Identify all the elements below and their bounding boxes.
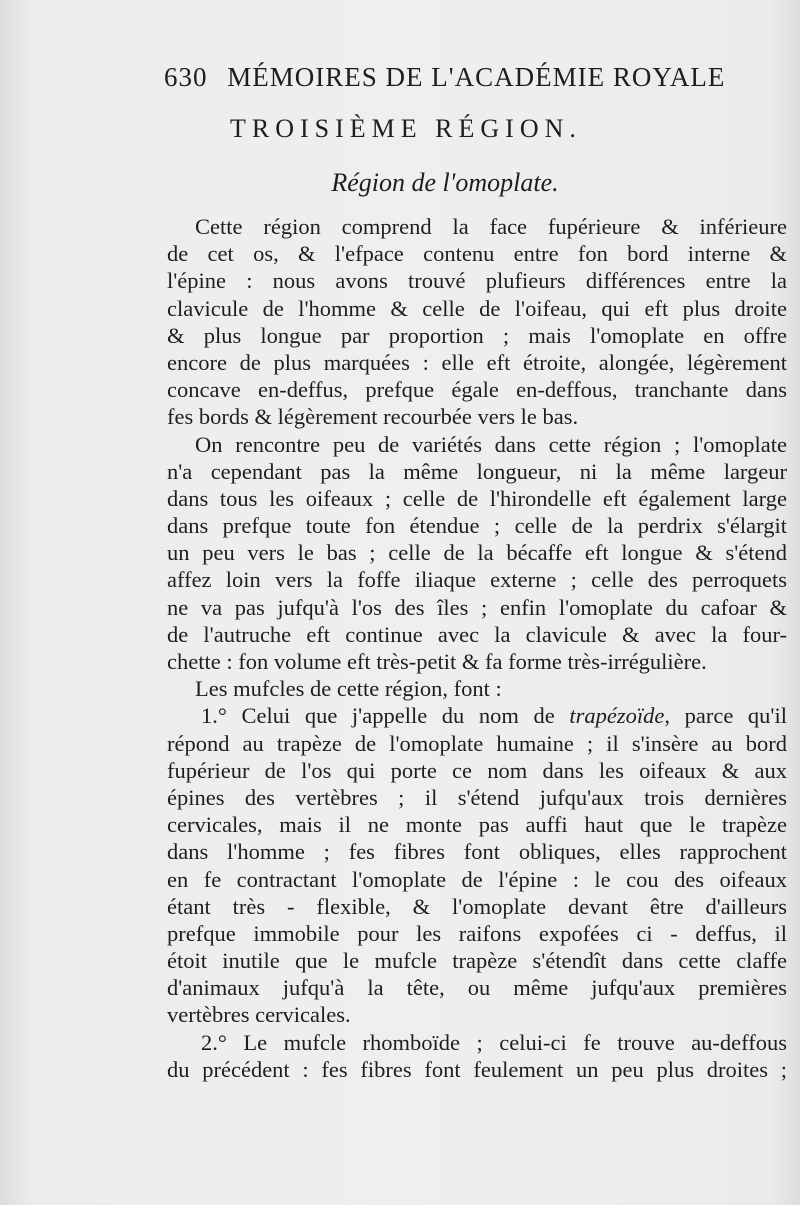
running-head <box>164 62 784 93</box>
text-line: un peu vers le bas ; celle de la bécaffe eft longue & s'étend <box>167 540 787 566</box>
text-line: du précédent : fes fibres font feulement un peu plus droites ; <box>167 1056 787 1082</box>
text-line: Les mufcles de cette région, font : <box>195 676 502 702</box>
page-number: 630 <box>164 62 208 92</box>
text-line: encore de plus marquées : elle eft étroite, alongée, légèrement <box>167 349 787 375</box>
body-text <box>167 213 787 1083</box>
text-line: étoit inutile que le mufcle trapèze s'étendît dans cette claffe <box>167 948 787 974</box>
running-title: MÉMOIRES DE L'ACADÉMIE ROYALE <box>227 62 726 92</box>
text-line: 2.° Le mufcle rhomboïde ; celui-ci fe trouve au-deffous <box>201 1029 787 1055</box>
text-line: clavicule de l'homme & celle de l'oifeau, qui eft plus droite <box>167 295 787 321</box>
text-line: l'épine : nous avons trouvé plufieurs différences entre la <box>167 268 787 294</box>
text-line: de cet os, & l'efpace contenu entre fon bord interne & <box>167 241 787 267</box>
text-line: chette : fon volume eft très-petit & fa forme très-irrégulière. <box>167 649 707 674</box>
section-title: TROISIÈME RÉGION. <box>230 114 582 143</box>
text-line: fes bords & légèrement recourbée vers le bas. <box>167 404 579 430</box>
text-line: en fe contractant l'omoplate de l'épine : le cou des oifeaux <box>167 866 787 892</box>
text-line: cervicales, mais il ne monte pas auffi haut que le trapèze <box>167 812 787 838</box>
text-line: concave en-deffus, prefque égale en-deffous, tranchante dans <box>167 377 787 403</box>
text-line: de l'autruche eft continue avec la clavicule & avec la four- <box>167 621 787 647</box>
text-line: vertèbres cervicales. <box>167 1002 351 1028</box>
text-fragment: 1.° Celui que j'appelle du nom de <box>201 703 570 729</box>
text-line: Cette région comprend la face fupérieure & inférieure <box>195 214 787 239</box>
text-line: dans tous les oifeaux ; celle de l'hirondelle eft également large <box>167 485 787 511</box>
text-line: étant très - flexible, & l'omoplate devant être d'ailleurs <box>167 893 787 919</box>
text-line: fupérieur de l'os qui porte ce nom dans les oifeaux & aux <box>167 757 787 783</box>
text-line: On rencontre peu de variétés dans cette région ; l'omoplate <box>195 431 787 457</box>
text-fragment: , parce qu'il <box>664 703 787 729</box>
text-line: répond au trapèze de l'omoplate humaine ; il s'insère au bord <box>167 730 787 756</box>
section-subtitle: Région de l'omoplate. <box>331 168 559 197</box>
text-line: n'a cependant pas la même longueur, ni la même largeur <box>167 458 787 484</box>
italic-term: trapézoïde <box>569 703 665 729</box>
text-line: dans prefque toute fon étendue ; celle de la perdrix s'élargit <box>167 513 787 539</box>
text-line: prefque immobile pour les raifons expofées ci - deffus, il <box>167 920 787 946</box>
text-line: d'animaux jufqu'à la tête, ou même jufqu'aux premières <box>167 975 787 1001</box>
text-line <box>167 702 787 729</box>
text-line: & plus longue par proportion ; mais l'omoplate en offre <box>167 322 787 348</box>
text-line: épines des vertèbres ; il s'étend jufqu'aux trois dernières <box>167 784 787 810</box>
text-line: ne va pas jufqu'à l'os des îles ; enfin l'omoplate du cafoar & <box>167 594 787 620</box>
text-line: affez loin vers la foffe iliaque externe ; celle des perroquets <box>167 567 787 593</box>
text-line: dans l'homme ; fes fibres font obliques, elles rapprochent <box>167 839 787 865</box>
